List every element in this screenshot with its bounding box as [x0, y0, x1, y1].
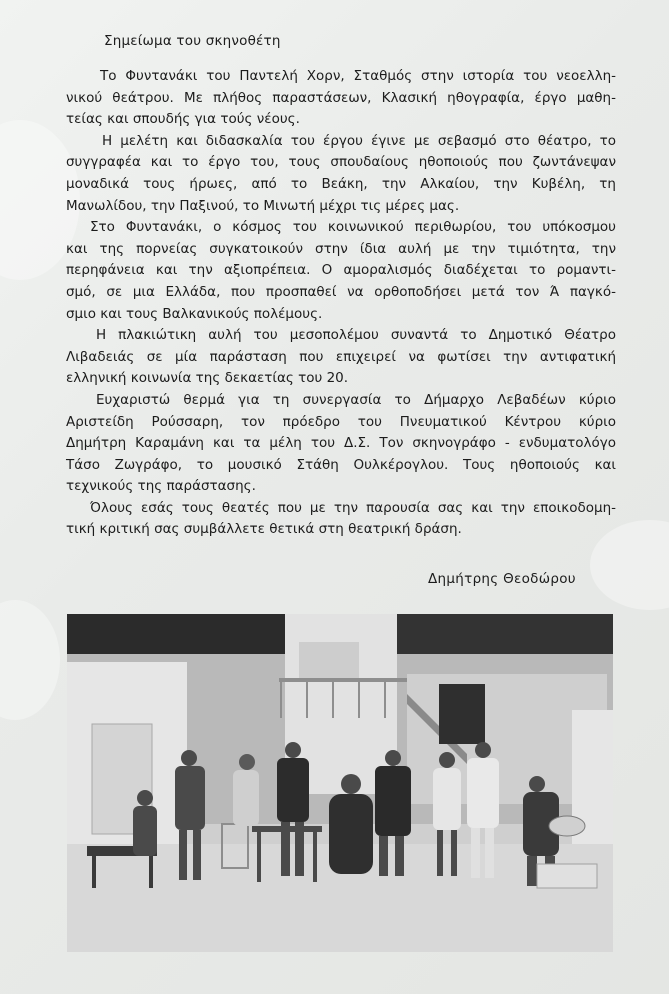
note-line: Το Φυντανάκι του Παντελή Χορν, Σταθμός στην ιστορία του νεοελλη-	[100, 68, 616, 84]
note-body	[66, 66, 616, 541]
note-line: σμό, σε μια Ελλάδα, που προσπαθεί να ορθοποδήσει μετά τον Ά παγκό-	[66, 283, 616, 300]
background-decoration	[0, 600, 60, 720]
note-line: τείας και σπουδής για τούς νέους.	[66, 111, 300, 128]
stage-photo	[67, 614, 613, 952]
note-line: περηφάνεια και την αξιοπρέπεια. Ο αμοραλισμός διαδέχεται το ρομαντι-	[66, 262, 616, 279]
note-line: τεχνικούς της παράστασης.	[66, 478, 256, 495]
note-line: Μανωλίδου, την Παξινού, το Μινωτή μέχρι τις μέρες μας.	[66, 197, 460, 214]
note-line: τική κριτική σας συμβάλλετε θετικά στη θεατρική δράση.	[66, 521, 462, 538]
note-line: συγγραφέα και το έργο του, τους σπουδαίους ηθοποιούς που ζωντάνεψαν	[66, 154, 616, 171]
note-line: Στο Φυντανάκι, ο κόσμος του κοινωνικού περιθωρίου, του υπόκοσμου	[90, 219, 616, 236]
stage-photo-image	[67, 614, 613, 952]
note-line: Λιβαδειάς σε μία παράσταση που επιχειρεί να φωτίσει την αντιφατική	[66, 348, 616, 365]
note-line: νικού θεάτρου. Με πλήθος παραστάσεων, Κλασική ηθογραφία, έργο μαθη-	[66, 89, 616, 106]
note-line: Δημήτρη Καραμάνη και τα μέλη του Δ.Σ. Τον σκηνογράφο - ενδυματολόγο	[66, 435, 616, 452]
note-line: ελληνική κοινωνία της δεκαετίας του 20.	[66, 370, 349, 387]
note-line: σμιο και τους Βαλκανικούς πολέμους.	[66, 305, 323, 322]
note-heading: Σημείωμα του σκηνοθέτη	[104, 33, 281, 49]
note-line: Όλους εσάς τους θεατές που με την παρουσία σας και την εποικοδομη-	[90, 499, 616, 516]
note-line: Η πλακιώτικη αυλή του μεσοπολέμου συναντά το Δημοτικό Θέατρο	[96, 327, 616, 344]
note-line: Αριστείδη Ρούσσαρη, τον πρόεδρο του Πνευματικού Κέντρου κύριο	[66, 413, 616, 430]
director-signature: Δημήτρης Θεοδώρου	[428, 571, 576, 587]
note-line: Η μελέτη και διδασκαλία του έργου έγινε με σεβασμό στο θέατρο, το	[102, 132, 616, 149]
note-line: μοναδικά τους ήρωες, από το Βεάκη, την Αλκαίου, την Κυβέλη, τη	[66, 175, 616, 192]
note-line: και της πορνείας συγκατοικούν στην ίδια αυλή με την τιμιότητα, την	[66, 240, 616, 257]
note-line: Ευχαριστώ θερμά για τη συνεργασία το Δήμαρχο Λεβαδέων κύριο	[96, 391, 616, 408]
note-line: Τάσο Ζωγράφο, το μουσικό Στάθη Ουλκέρογλου. Τους ηθοποιούς και	[66, 456, 616, 473]
